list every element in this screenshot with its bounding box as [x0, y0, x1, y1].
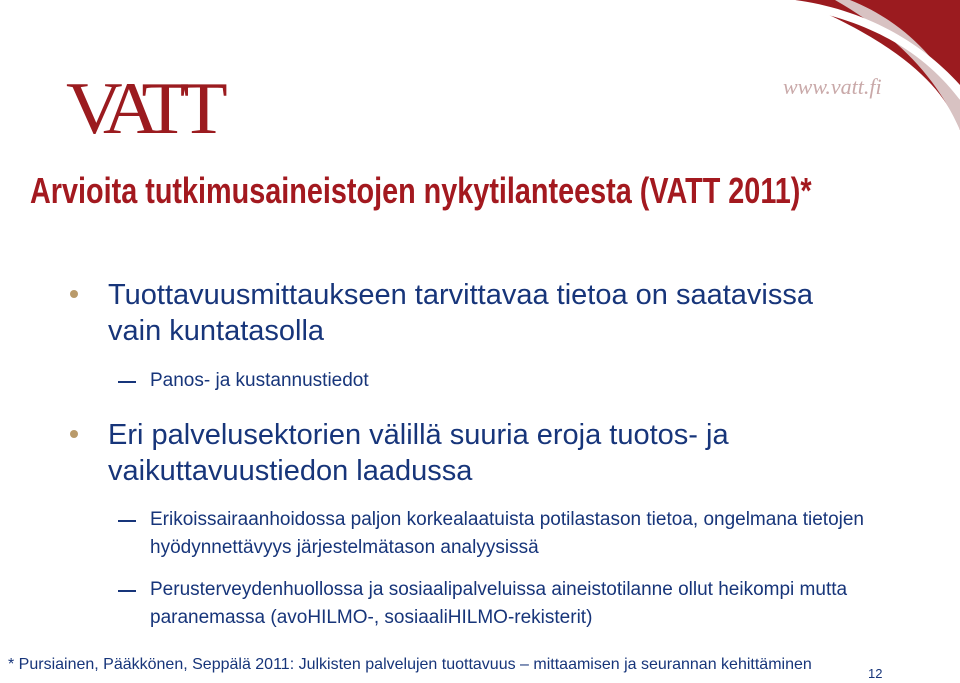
subitem-dash — [118, 590, 136, 592]
website-url[interactable]: www.vatt.fi — [783, 74, 882, 99]
bullet-1-text: Tuottavuusmittaukseen tarvittavaa tietoa on saatavissa vain kuntatasolla — [108, 279, 813, 347]
subitem-dash — [118, 520, 136, 522]
bullet-2-text: Eri palvelusektorien välillä suuria eroja tuotos- ja vaikuttavuustiedon laadussa — [108, 419, 729, 487]
footnote: * Pursiainen, Pääkkönen, Seppälä 2011: Julkisten palvelujen tuottavuus – mittaamisen ja seurannan kehittäminen — [8, 656, 812, 673]
bullet-2-subitem-1: Erikoissairaanhoidossa paljon korkealaatuista potilastason tietoa, ongelmana tietojen hyödynnettävyys järjestelmätason analyysissä — [150, 509, 865, 558]
bullet-2-subitem-2: Perusterveydenhuollossa ja sosiaalipalveluissa aineistotilanne ollut heikompi mutta paranemassa (avoHILMO-, sosiaaliHILMO-rekisterit) — [150, 579, 848, 628]
vatt-logo: VATT — [66, 68, 219, 150]
page-number: 12 — [868, 666, 883, 681]
slide-title: Arvioita tutkimusaineistojen nykytilanteesta (VATT 2011)* — [30, 170, 812, 211]
bullet-marker — [70, 430, 78, 438]
bullet-1-subitem-1: Panos- ja kustannustiedot — [150, 370, 369, 391]
subitem-dash — [118, 381, 136, 383]
bullet-marker — [70, 290, 78, 298]
corner-decoration — [795, 0, 960, 130]
